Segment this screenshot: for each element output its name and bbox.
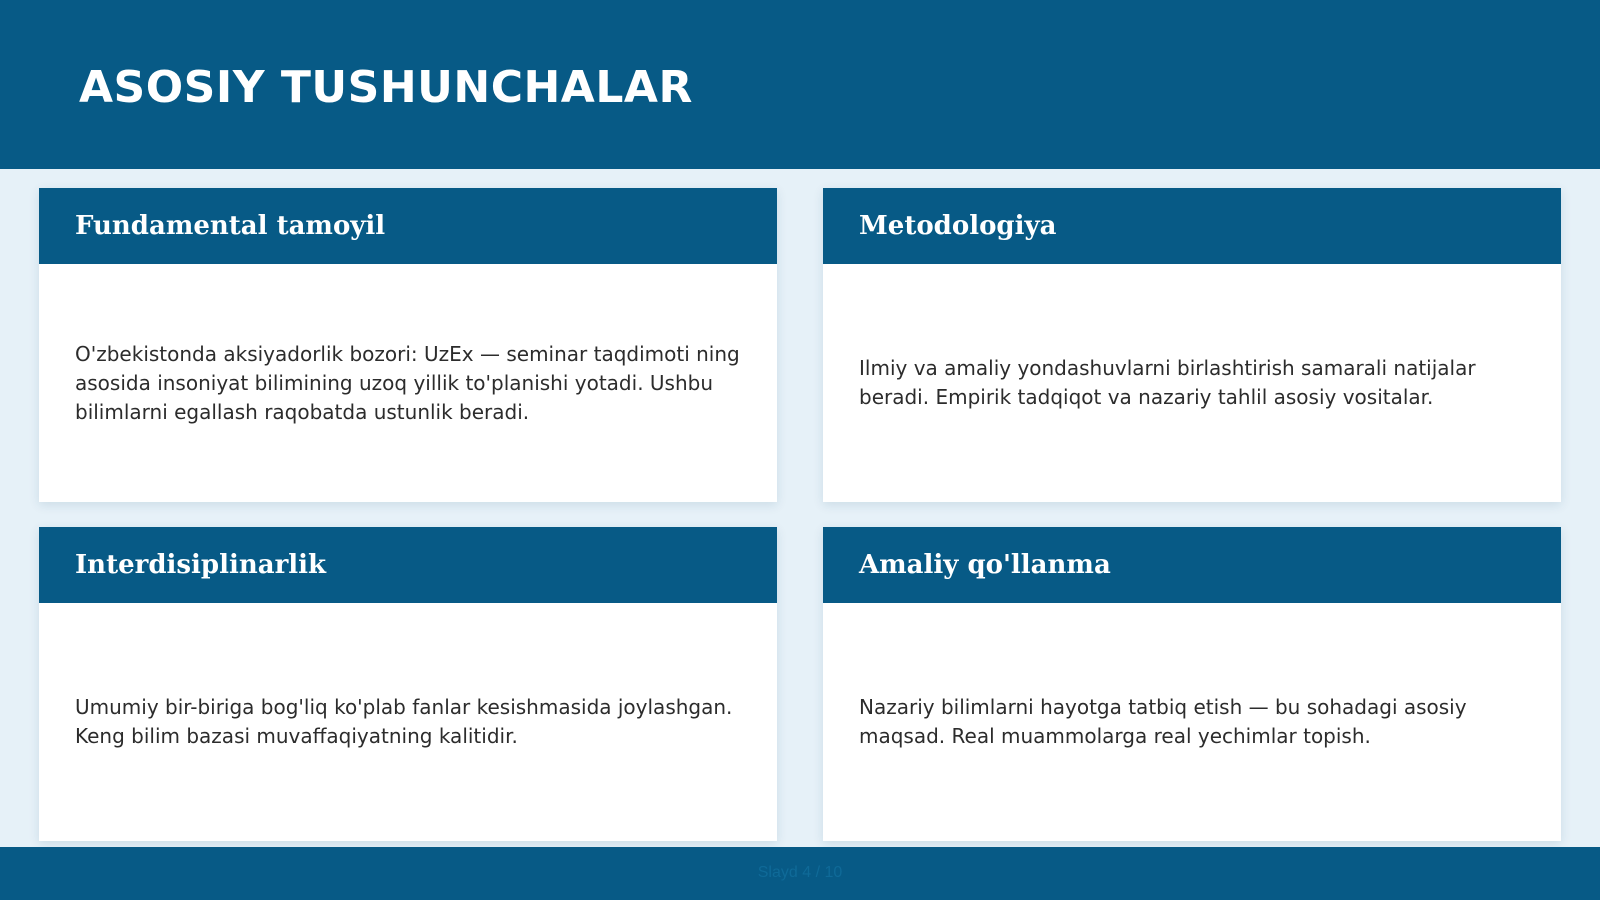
card-fundamental-tamoyil — [39, 188, 777, 502]
card-amaliy-qollanma — [823, 527, 1561, 841]
card-title: Interdisiplinarlik — [39, 527, 777, 603]
slide-number: Slayd 4 / 10 — [757, 864, 843, 881]
card-title: Amaliy qo'llanma — [823, 527, 1561, 603]
card-text: Nazariy bilimlarni hayotga tatbiq etish — bu sohadagi asosiy maqsad. Real muammolarga real yechimlar topish. — [859, 695, 1467, 748]
page-title: ASOSIY TUSHUNCHALAR — [79, 62, 693, 113]
card-body — [823, 603, 1561, 841]
card-text: Ilmiy va amaliy yondashuvlarni birlashtirish samarali natijalar beradi. Empirik tadqiqot va nazariy tahlil asosiy vositalar. — [859, 356, 1476, 409]
card-title: Fundamental tamoyil — [39, 188, 777, 264]
card-body — [823, 264, 1561, 502]
card-text: O'zbekistonda aksiyadorlik bozori: UzEx — seminar taqdimoti ning asosida insoniyat bilimining uzoq yillik to'planishi yotadi. Ushbu bilimlarni egallash raqobatda ustunlik beradi. — [75, 341, 740, 424]
card-interdisiplinarlik — [39, 527, 777, 841]
card-title: Metodologiya — [823, 188, 1561, 264]
card-body — [39, 264, 777, 502]
card-body — [39, 603, 777, 841]
card-text: Umumiy bir-biriga bog'liq ko'plab fanlar kesishmasida joylashgan. Keng bilim bazasi muvaffaqiyatning kalitidir. — [75, 695, 733, 748]
slide-header — [0, 0, 1600, 169]
card-metodologiya — [823, 188, 1561, 502]
slide-footer — [0, 847, 1600, 900]
